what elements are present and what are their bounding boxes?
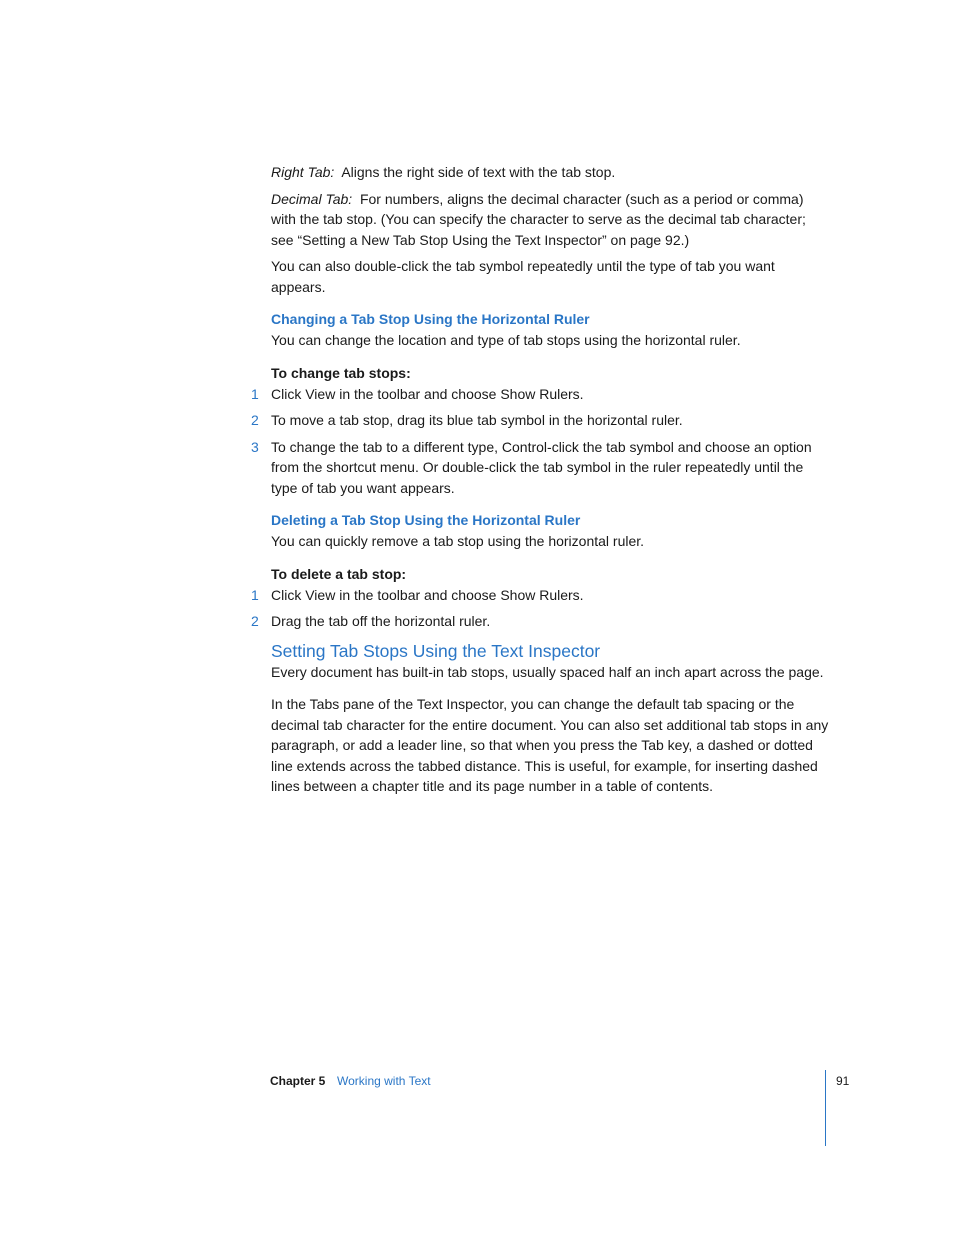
list-item [251,384,831,405]
change-task-title: To change tab stops: [271,365,411,381]
list-item [251,611,831,632]
inspector-paragraph: In the Tabs pane of the Text Inspector, you can change the default tab spacing or the decimal tab character for the entire document. You can also set additional tab stops in any paragraph, or add a leader line, so that when you press the Tab key, a dashed or dotted line extends across the tabbed distance. This is useful, for example, for inserting dashed lines between a chapter title and its page number in a table of contents. [271,696,829,794]
footer-divider [825,1070,826,1146]
delete-steps-list [251,585,831,632]
definition-right-tab [271,162,831,183]
list-item [251,437,831,499]
step-text: To move a tab stop, drag its blue tab symbol in the horizontal ruler. [271,412,683,428]
delete-task-title: To delete a tab stop: [271,566,407,582]
inspector-paragraph: Every document has built-in tab stops, usually spaced half an inch apart across the page. [271,663,824,680]
definition-term: Right Tab: [271,164,335,180]
definition-term: Decimal Tab: [271,190,353,207]
page-number: 91 [836,1074,850,1088]
step-text: Click View in the toolbar and choose Show Rulers. [271,586,584,603]
list-item [251,585,831,606]
step-text: To change the tab to a different type, Control-click the tab symbol and choose an option from the shortcut menu. Or double-click the tab symbol in the ruler repeatedly until the type of tab you want appears. [271,438,812,496]
change-section-body: You can change the location and type of tab stops using the horizontal ruler. [271,331,741,348]
step-text: Drag the tab off the horizontal ruler. [271,613,491,629]
definition-text: Aligns the right side of text with the tab stop. [341,164,616,180]
step-number: 1 [251,586,259,603]
footer-chapter-label: Chapter 5 [270,1074,326,1088]
step-number: 2 [251,613,259,629]
step-number: 3 [251,438,259,455]
list-item [251,410,831,431]
change-steps-list [251,384,831,499]
footer-chapter-title: Working with Text [337,1074,431,1088]
delete-section-heading: Deleting a Tab Stop Using the Horizontal Ruler [271,512,581,528]
step-number: 1 [251,385,259,402]
inspector-section-heading: Setting Tab Stops Using the Text Inspector [271,640,601,661]
page-content [251,162,831,797]
intro-paragraph: You can also double-click the tab symbol repeatedly until the type of tab you want appears. [271,258,775,295]
change-section-heading: Changing a Tab Stop Using the Horizontal Ruler [271,311,590,327]
step-text: Click View in the toolbar and choose Show Rulers. [271,385,584,402]
delete-section-body: You can quickly remove a tab stop using the horizontal ruler. [271,532,645,549]
definition-text: For numbers, aligns the decimal character (such as a period or comma) with the tab stop. (You can specify the character to serve as the decimal tab character; see “Setting a New Tab Stop Using the Text Inspector” on page 92.) [271,190,806,248]
step-number: 2 [251,412,259,428]
definition-decimal-tab [271,189,831,251]
